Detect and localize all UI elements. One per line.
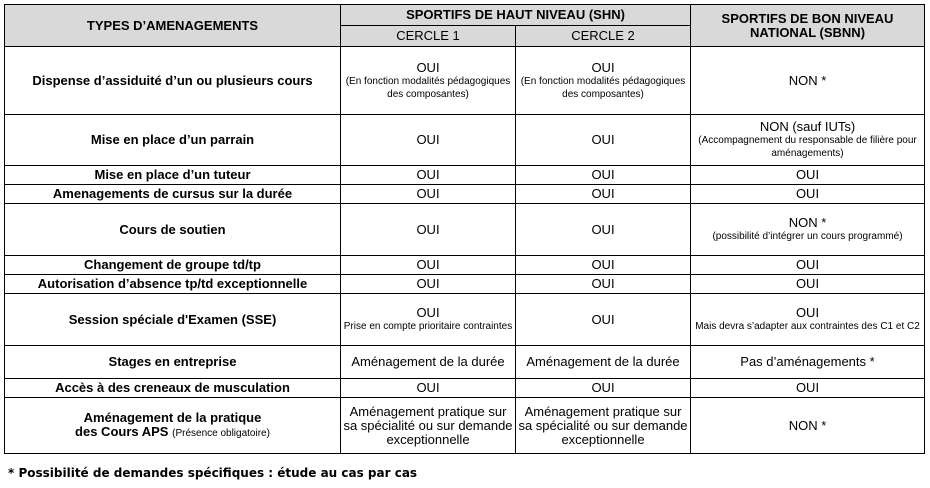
cercle2-cell: Aménagement pratique sur sa spécialité ou sur demande exceptionnelle [516, 398, 691, 454]
label-line-1: Aménagement de la pratique [83, 409, 262, 425]
row-label: Mise en place d’un tuteur [5, 166, 341, 185]
cercle1-cell: OUI [341, 115, 516, 166]
sbnn-cell: OUI [691, 166, 925, 185]
cercle2-cell: OUI [516, 379, 691, 398]
cercle1-cell: Aménagement pratique sur sa spécialité ou sur demande exceptionnelle [341, 398, 516, 454]
cell-value: OUI [416, 305, 440, 320]
cercle1-cell: OUI [341, 275, 516, 294]
cercle1-cell: OUI [341, 166, 516, 185]
header-types: TYPES D’AMENAGEMENTS [5, 5, 341, 47]
cell-value: NON * [788, 215, 827, 230]
footnote: * Possibilité de demandes spécifiques : étude au cas par cas [8, 466, 418, 480]
label-line-2: des Cours APS (Présence obligatoire) [75, 423, 270, 439]
cercle2-cell: OUI [516, 185, 691, 204]
cell-note: (possibilité d’intégrer un cours programmé) [712, 231, 903, 242]
row-label: Session spéciale d'Examen (SSE) [5, 294, 341, 346]
row-label: Changement de groupe td/tp [5, 256, 341, 275]
cell-note: (En fonction modalités pédagogiques des composantes) [345, 75, 511, 100]
cercle1-cell: OUI [341, 256, 516, 275]
sbnn-cell [691, 204, 925, 256]
sbnn-cell: Pas d’aménagements * [691, 346, 925, 379]
sbnn-cell: OUI [691, 379, 925, 398]
table-row [5, 115, 925, 166]
cercle1-cell: Aménagement de la durée [341, 346, 516, 379]
table-row [5, 275, 925, 294]
cercle2-cell: OUI [516, 256, 691, 275]
cercle1-cell: OUI [341, 185, 516, 204]
cell-value: NON (sauf IUTs) [759, 119, 856, 134]
cercle2-cell: OUI [516, 204, 691, 256]
row-label: Stages en entreprise [5, 346, 341, 379]
header-cercle-2: CERCLE 2 [516, 26, 691, 47]
cercle2-cell: Aménagement de la durée [516, 346, 691, 379]
header-shn: SPORTIFS DE HAUT NIVEAU (SHN) [341, 5, 691, 26]
header-row-1 [5, 5, 925, 26]
cell-note: Prise en compte prioritaire contraintes [343, 321, 513, 332]
row-label: Mise en place d’un parrain [5, 115, 341, 166]
row-label: Autorisation d’absence tp/td exceptionnelle [5, 275, 341, 294]
row-label: Amenagements de cursus sur la durée [5, 185, 341, 204]
table-row [5, 185, 925, 204]
cercle2-cell: OUI [516, 294, 691, 346]
cercle2-cell: OUI [516, 166, 691, 185]
cercle1-cell [341, 47, 516, 115]
header-cercle-1: CERCLE 1 [341, 26, 516, 47]
cercle1-cell [341, 294, 516, 346]
table-row [5, 47, 925, 115]
sbnn-cell: OUI [691, 275, 925, 294]
table-row [5, 379, 925, 398]
sbnn-cell [691, 294, 925, 346]
cercle1-cell: OUI [341, 379, 516, 398]
sbnn-cell: NON * [691, 398, 925, 454]
amenagements-table-wrapper [4, 4, 924, 454]
sbnn-cell: OUI [691, 185, 925, 204]
cell-note: (Accompagnement du responsable de filière pour aménagements) [698, 135, 917, 159]
cercle2-cell [516, 47, 691, 115]
table-row [5, 346, 925, 379]
cercle2-cell: OUI [516, 275, 691, 294]
sbnn-cell: OUI [691, 256, 925, 275]
cell-value: OUI [591, 59, 615, 75]
table-row [5, 204, 925, 256]
cell-note: Mais devra s’adapter aux contraintes des C1 et C2 [695, 321, 920, 332]
table-row [5, 256, 925, 275]
cell-value: OUI [416, 59, 440, 75]
table-row [5, 294, 925, 346]
row-label [5, 398, 341, 454]
cercle2-cell: OUI [516, 115, 691, 166]
row-label: Cours de soutien [5, 204, 341, 256]
sbnn-cell: NON * [691, 47, 925, 115]
header-sbnn: SPORTIFS DE BON NIVEAU NATIONAL (SBNN) [691, 5, 925, 47]
cell-value: OUI [795, 305, 820, 320]
cercle1-cell: OUI [341, 204, 516, 256]
row-label: Dispense d’assiduité d’un ou plusieurs cours [5, 47, 341, 115]
cell-note: (En fonction modalités pédagogiques des composantes) [520, 75, 686, 100]
row-label: Accès à des creneaux de musculation [5, 379, 341, 398]
table-row [5, 398, 925, 454]
label-note: (Présence obligatoire) [172, 427, 270, 439]
sbnn-cell [691, 115, 925, 166]
table-row [5, 166, 925, 185]
amenagements-table [4, 4, 925, 454]
